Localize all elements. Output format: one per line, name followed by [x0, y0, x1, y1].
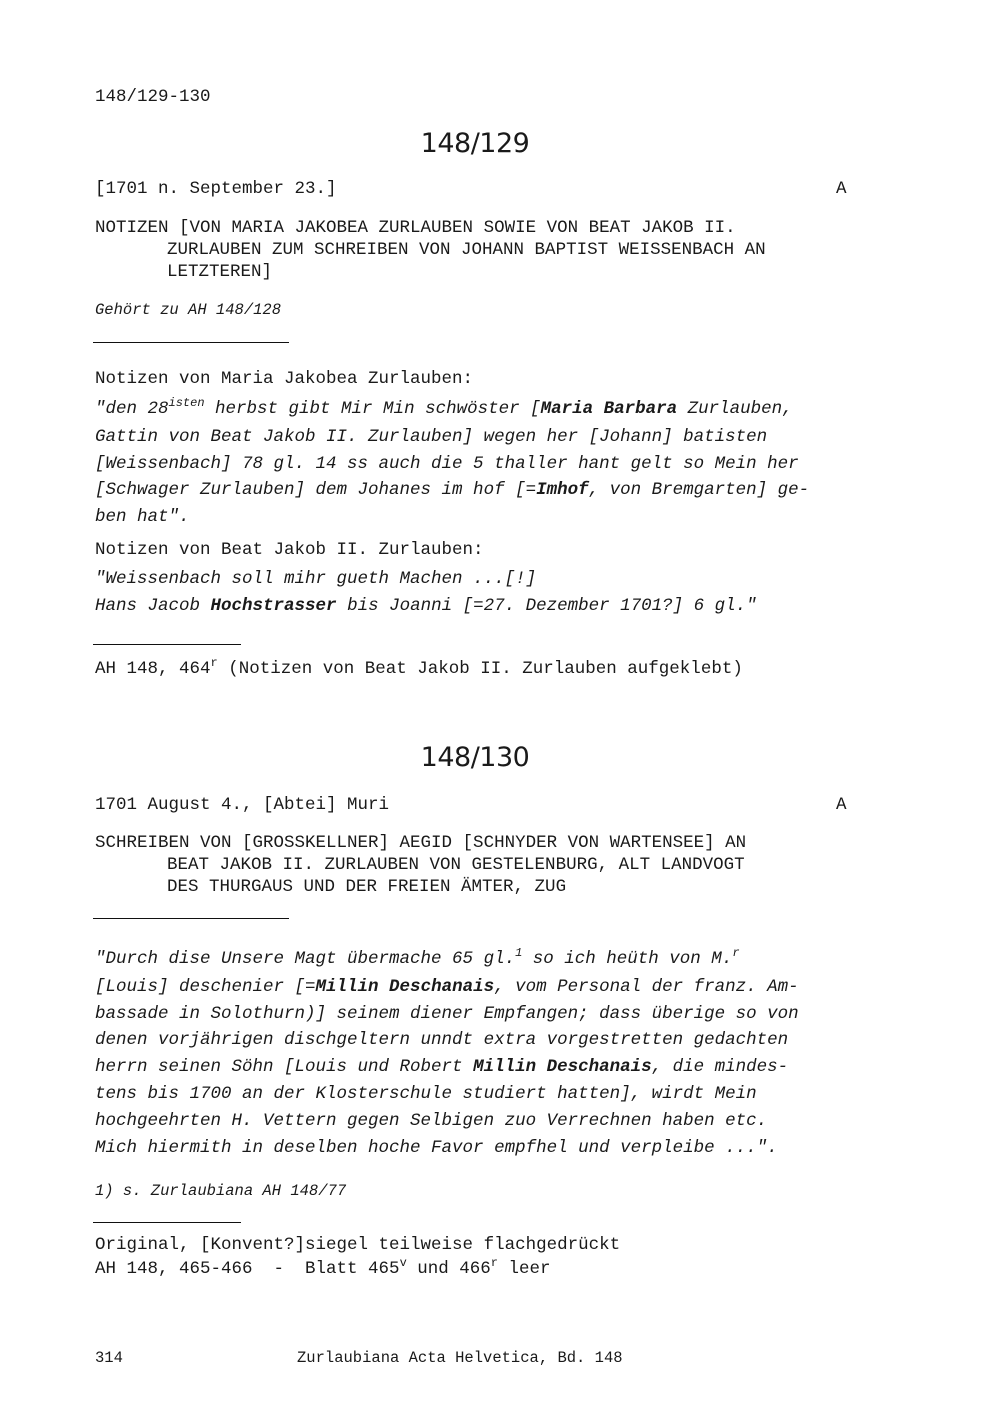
running-head: 148/129-130 [95, 87, 211, 107]
doc1-divider-2 [93, 644, 241, 645]
doc1-belongs-to: Gehört zu AH 148/128 [95, 301, 282, 319]
doc2-footnote: 1) s. Zurlaubiana AH 148/77 [95, 1182, 347, 1200]
doc2-title-line1: SCHREIBEN VON [GROSSKELLNER] AEGID [SCHNYDER VON WARTENSEE] AN [95, 833, 747, 853]
doc2-text-line8: Mich hiermith in deselben hoche Favor empfhel und verpleibe ...". [95, 1137, 778, 1158]
page-number: 314 [95, 1349, 123, 1367]
doc1-number-heading: 148/129 [420, 128, 530, 159]
doc2-date: 1701 August 4., [Abtei] Muri [95, 795, 390, 815]
doc1-notes1-line5: ben hat". [95, 507, 190, 528]
doc2-divider-1 [93, 918, 289, 919]
doc2-title-line2: BEAT JAKOB II. ZURLAUBEN VON GESTELENBURG, ALT LANDVOGT [167, 855, 745, 875]
doc1-title-line2: ZURLAUBEN ZUM SCHREIBEN VON JOHANN BAPTIST WEISSENBACH AN [167, 240, 766, 260]
doc1-type-letter: A [836, 179, 847, 199]
doc1-notes1-line1: "den $28^{isten}$ herbst gibt Mir Min schwöster [Maria Barbara Zurlauben, [95, 396, 793, 419]
doc2-number-heading: 148/130 [420, 742, 530, 773]
doc1-source: AH 148, 464$^r$ (Notizen von Beat Jakob II. Zurlauben aufgeklebt) [95, 656, 743, 679]
publication-title: Zurlaubiana Acta Helvetica, Bd. 148 [297, 1349, 623, 1367]
doc2-source-line1: Original, [Konvent?]siegel teilweise flachgedrückt [95, 1235, 621, 1255]
doc1-notes1-line2: Gattin von Beat Jakob II. Zurlauben] wegen her [Johann] batisten [95, 426, 768, 447]
doc1-notes2-line2: Hans Jacob Hochstrasser bis Joanni [=27. Dezember 1701?] 6 gl." [95, 596, 757, 616]
doc1-divider-1 [93, 342, 289, 343]
doc2-text-line3: bassade in Solothurn)] seinem diener Empfangen; dass überige so von [95, 1003, 799, 1024]
doc2-divider-2 [93, 1222, 241, 1223]
doc1-notes2-text [95, 566, 757, 620]
doc2-title-line3: DES THURGAUS UND DER FREIEN ÄMTER, ZUG [167, 877, 567, 897]
doc1-title [95, 217, 766, 283]
doc2-text-line1: "Durch dise Unsere Magt übermache 65 gl.$^1$ so ich heüth von M.$^r$ [95, 946, 740, 969]
doc1-notes1-text [95, 396, 809, 531]
doc1-title-line3: LETZTEREN] [167, 262, 273, 282]
doc2-text-line5: herrn seinen Söhn [Louis und Robert Millin Deschanais, die mindes- [95, 1057, 789, 1078]
doc2-text-line6: tens bis 1700 an der Klosterschule studiert hatten], wirdt Mein [95, 1083, 757, 1104]
doc2-letter-text [95, 946, 799, 1161]
doc1-title-line1: NOTIZEN [VON MARIA JAKOBEA ZURLAUBEN SOWIE VON BEAT JAKOB II. [95, 218, 736, 238]
doc2-text-line7: hochgeehrten H. Vettern gegen Selbigen zuo Verrechnen haben etc. [95, 1110, 768, 1131]
doc1-notes1-line4: [Schwager Zurlauben] dem Johanes im hof [=Imhof, von Bremgarten] ge- [95, 480, 810, 501]
doc1-notes2-heading: Notizen von Beat Jakob II. Zurlauben: [95, 540, 484, 560]
doc1-notes1-line3: [Weissenbach] 78 gl. 14 ss auch die 5 thaller hant gelt so Mein her [95, 453, 799, 474]
doc2-text-line4: denen vorjährigen dischgeltern unndt extra vorgestretten gedachten [95, 1030, 789, 1051]
doc2-source-line2: AH 148, 465-466 - Blatt 465$^v$ und 466$^r$ leer [95, 1256, 551, 1279]
doc2-text-line2: [Louis] deschenier [=Millin Deschanais, vom Personal der franz. Am- [95, 976, 799, 997]
doc1-notes1-heading: Notizen von Maria Jakobea Zurlauben: [95, 369, 474, 389]
doc1-notes2-line1: "Weissenbach soll mihr gueth Machen ...[!] [95, 569, 537, 589]
doc2-type-letter: A [836, 795, 847, 815]
doc1-date: [1701 n. September 23.] [95, 179, 337, 199]
doc2-title [95, 832, 746, 898]
